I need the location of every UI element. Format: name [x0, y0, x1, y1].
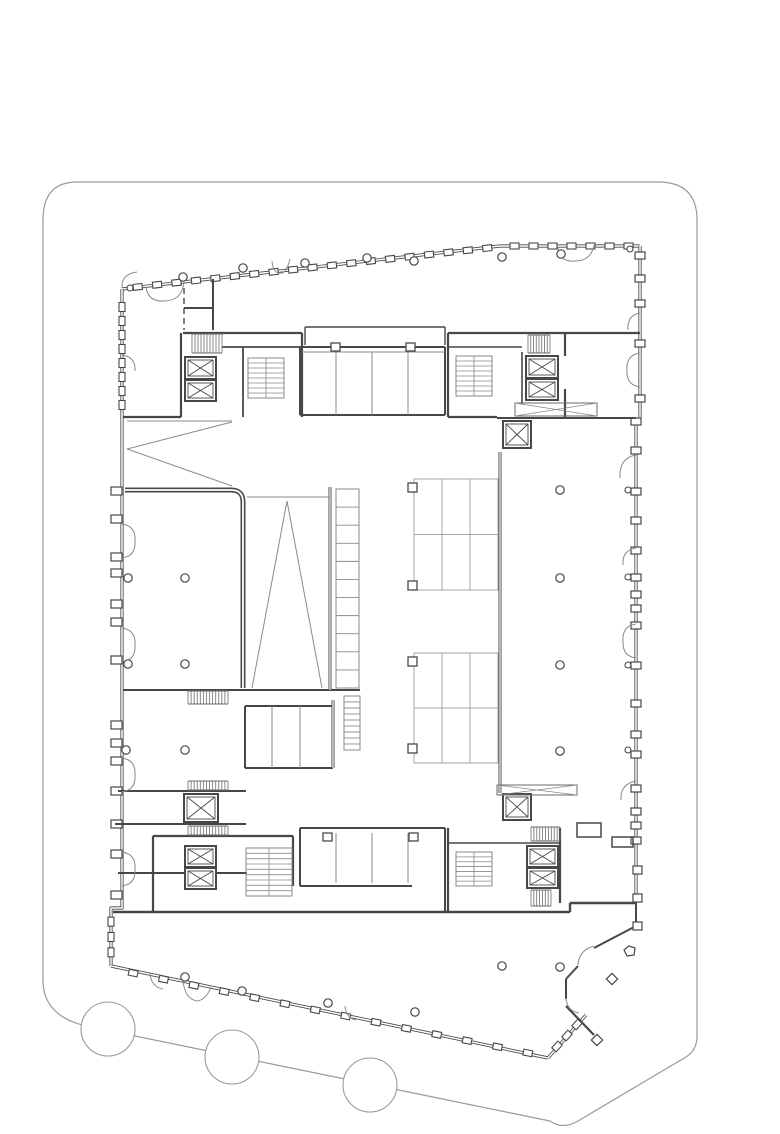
window-mullion: [371, 1018, 381, 1026]
facade-pier-east: [631, 731, 641, 738]
window-mullion: [492, 1043, 502, 1051]
window-mullion: [119, 401, 125, 410]
wall: [594, 926, 636, 948]
column: [556, 486, 564, 494]
window-mullion: [128, 969, 138, 977]
thin-lines: [127, 352, 445, 883]
escalator-line: [336, 352, 408, 415]
window-mullion: [119, 345, 125, 354]
window-mullion: [119, 331, 125, 340]
window-mullion: [250, 994, 260, 1002]
landing: [577, 823, 601, 837]
elevators: [184, 356, 558, 889]
facade-pier-east-upper: [635, 275, 645, 282]
escalator-line: [336, 833, 408, 883]
thick-wall: [125, 490, 243, 688]
column: [122, 746, 130, 754]
window-mullion: [347, 260, 357, 267]
facade-pier-east: [631, 447, 641, 454]
facade-column: [625, 747, 631, 753]
core-stairs: [246, 356, 492, 896]
column: [181, 746, 189, 754]
window-mullion: [133, 283, 143, 290]
marker-square: [633, 894, 642, 902]
window-mullion: [280, 1000, 290, 1008]
thick-wall-core: [125, 490, 243, 688]
facade-pier-east: [631, 418, 641, 425]
west-facade: [111, 418, 122, 966]
facade-column: [625, 662, 631, 668]
tree-circle: [343, 1058, 397, 1112]
facade-pier-east: [631, 488, 641, 495]
facade-pier-west: [111, 515, 122, 523]
door-swing: [122, 758, 135, 792]
door-swing: [578, 946, 594, 965]
facade-pier-east: [631, 751, 641, 758]
ladders: [336, 489, 360, 750]
column: [556, 963, 564, 971]
window-mullion: [191, 277, 201, 284]
column: [124, 574, 132, 582]
tree-circle: [205, 1030, 259, 1084]
facade-pier-west: [111, 891, 122, 899]
window-mullion: [249, 270, 259, 277]
window-mullion: [462, 1037, 472, 1045]
column: [181, 660, 189, 668]
facade-column: [625, 487, 631, 493]
window-mullion: [108, 948, 114, 957]
marker-pentagon: [624, 946, 635, 956]
facade-pier-west: [111, 553, 122, 561]
landing: [612, 837, 633, 847]
column: [324, 999, 332, 1007]
window-mullion: [119, 373, 125, 382]
column: [124, 660, 132, 668]
facade-pier-east: [631, 700, 641, 707]
facade-column: [127, 285, 133, 291]
column: [557, 250, 565, 258]
bars: [497, 403, 597, 795]
west-facade-glazing: [111, 418, 122, 966]
window-mullion: [119, 359, 125, 368]
column: [411, 1008, 419, 1016]
wall-clip: [331, 343, 340, 351]
window-mullion: [327, 262, 337, 269]
column: [179, 273, 187, 281]
wall-clip: [408, 744, 417, 753]
facade-pier-east-upper: [635, 340, 645, 347]
wall-clip: [408, 657, 417, 666]
window-mullion: [510, 243, 519, 249]
column: [556, 661, 564, 669]
facade-pier-east-upper: [635, 252, 645, 259]
wall-clip: [408, 581, 417, 590]
facade-pier-east-upper: [635, 300, 645, 307]
window-mullion: [108, 933, 114, 942]
facade-pier-east: [631, 662, 641, 669]
window-mullion: [424, 251, 434, 258]
wall-clip: [408, 483, 417, 492]
window-mullion: [288, 266, 298, 273]
window-mullion: [444, 249, 454, 256]
wall-clip: [409, 833, 418, 841]
window-mullion: [385, 255, 395, 262]
escalator-line: [272, 706, 300, 768]
facade-pier-west: [111, 618, 122, 626]
facade-pier-east: [631, 808, 641, 815]
door-swing: [122, 628, 135, 662]
facade-pier-east: [631, 605, 641, 612]
facade-pier-west: [111, 850, 122, 858]
window-mullion: [605, 243, 614, 249]
window-mullion: [482, 245, 492, 252]
door-swing: [628, 313, 640, 330]
marker-square: [633, 866, 642, 874]
site-boundary-line: [43, 182, 697, 1126]
door-swing: [566, 998, 579, 1013]
tree-circle: [81, 1002, 135, 1056]
window-mullion: [529, 243, 538, 249]
stair-run: [344, 696, 360, 750]
column: [556, 574, 564, 582]
column: [301, 259, 309, 267]
facade-pier-west: [111, 739, 122, 747]
facade-pier-west: [111, 757, 122, 765]
facade-pier-east: [631, 785, 641, 792]
window-mullion: [108, 917, 114, 926]
wall: [566, 966, 578, 979]
door-swing: [122, 852, 135, 886]
stair-run: [336, 489, 359, 688]
column: [181, 973, 189, 981]
facade-pier-east: [631, 622, 641, 629]
window-mullion: [310, 1006, 320, 1014]
column: [239, 264, 247, 272]
facade-pier-west: [111, 721, 122, 729]
door-swing: [620, 455, 636, 478]
marker-square: [633, 922, 642, 930]
window-mullion: [548, 243, 557, 249]
window-mullion: [119, 303, 125, 312]
column: [181, 574, 189, 582]
facade-pier-west: [111, 656, 122, 664]
grid-panels: [414, 479, 498, 763]
column: [410, 257, 418, 265]
column: [498, 962, 506, 970]
window-mullion: [189, 982, 199, 990]
window-mullion: [567, 243, 576, 249]
window-mullion: [230, 273, 240, 280]
marker-diamond: [606, 973, 617, 984]
site-boundary: [43, 182, 697, 1126]
facade-column: [625, 574, 631, 580]
wall-clip: [406, 343, 415, 351]
facade-pier-east: [631, 574, 641, 581]
window-mullion: [463, 247, 473, 254]
window-mullion: [119, 317, 125, 326]
escalator-line: [127, 421, 232, 486]
column: [556, 747, 564, 755]
facade-pier-west: [111, 487, 122, 495]
door-swing: [627, 353, 640, 387]
window-mullion: [219, 988, 229, 996]
door-swing: [122, 524, 135, 558]
window-mullion: [159, 975, 169, 983]
facade-pier-west: [111, 600, 122, 608]
window-mullion: [401, 1025, 411, 1033]
facade-pier-west: [111, 569, 122, 577]
column: [363, 254, 371, 262]
window-mullion: [523, 1049, 533, 1057]
facade-pier-east-upper: [635, 395, 645, 402]
facade-column: [627, 246, 633, 252]
column: [498, 253, 506, 261]
column: [238, 987, 246, 995]
window-mullion: [152, 281, 162, 288]
escalator-line: [252, 501, 322, 688]
window-mullion: [432, 1031, 442, 1039]
facade-pier-east: [631, 822, 641, 829]
wall-clip: [323, 833, 332, 841]
facade-pier-east: [631, 591, 641, 598]
window-mullion: [119, 387, 125, 396]
marker-diamond: [591, 1034, 602, 1045]
facade-pier-east: [631, 517, 641, 524]
